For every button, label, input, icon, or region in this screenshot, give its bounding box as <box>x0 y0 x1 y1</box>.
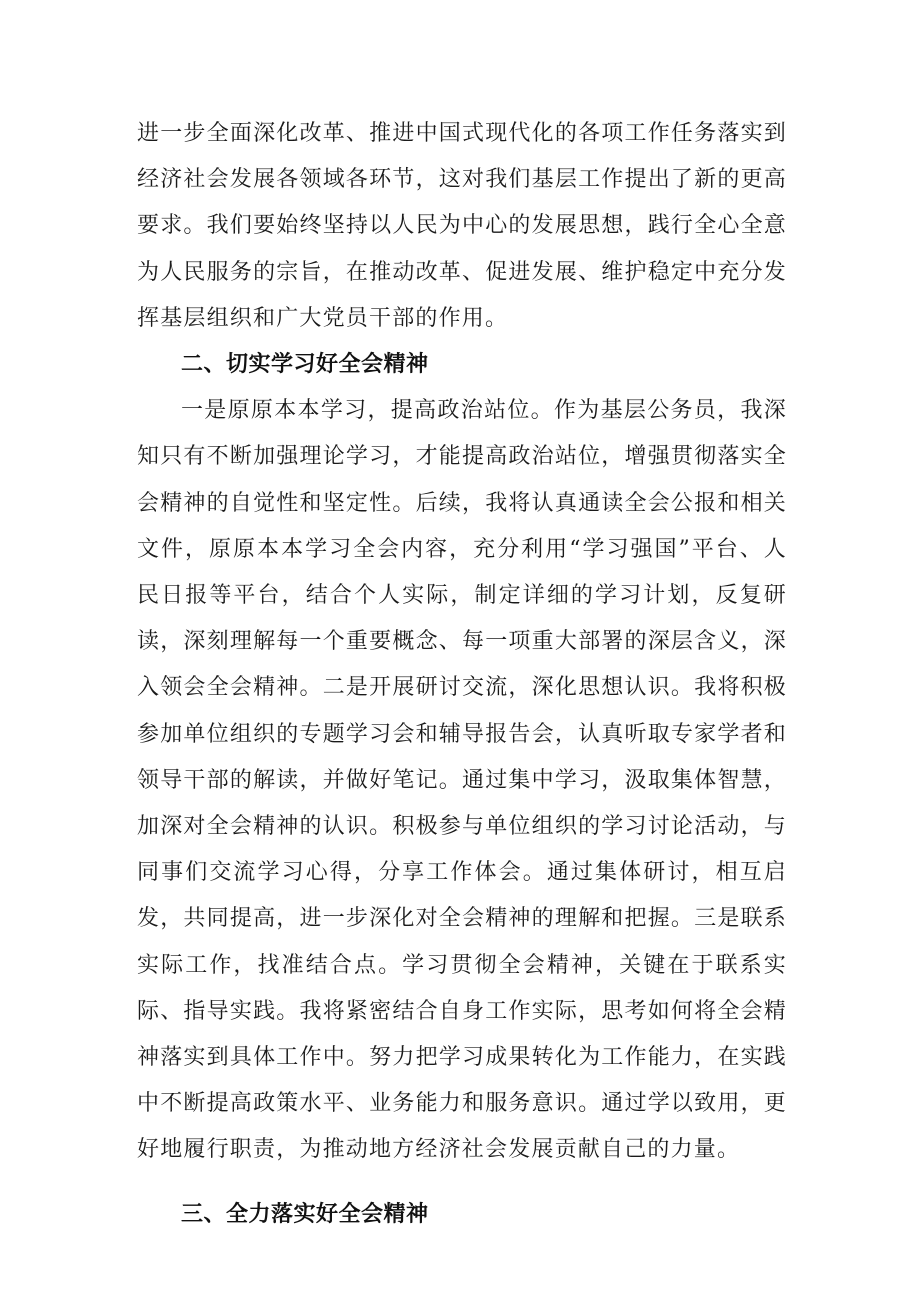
paragraph-continuation: 进一步全面深化改革、推进中国式现代化的各项工作任务落实到经济社会发展各领域各环节，这对我们基层工作提出了新的更高要求。我们要始终坚持以人民为中心的发展思想，践行全心全意为人民服务的宗旨，在推动改革、促进发展、维护稳定中充分发挥基层组织和广大党员干部的作用。 <box>137 121 787 331</box>
section-heading-2: 二、切实学习好全会精神 <box>181 352 429 378</box>
document-body <box>137 111 787 1238</box>
section-2-body: 一是原原本本学习，提高政治站位。作为基层公务员，我深知只有不断加强理论学习，才能提高政治站位，增强贯彻落实全会精神的自觉性和坚定性。后续，我将认真通读全会公报和相关文件，原原本本学习全会内容，充分利用“学习强国”平台、人民日报等平台，结合个人实际，制定详细的学习计划，反复研读，深刻理解每一个重要概念、每一项重大部署的深层含义，深入领会全会精神。二是开展研讨交流，深化思想认识。我将积极参加单位组织的专题学习会和辅导报告会，认真听取专家学者和领导干部的解读，并做好笔记。通过集中学习，汲取集体智慧，加深对全会精神的认识。积极参与单位组织的学习讨论活动，与同事们交流学习心得，分享工作体会。通过集体研讨，相互启发，共同提高，进一步深化对全会精神的理解和把握。三是联系实际工作，找准结合点。学习贯彻全会精神，关键在于联系实际、指导实践。我将紧密结合自身工作实际，思考如何将全会精神落实到具体工作中。努力把学习成果转化为工作能力，在实践中不断提高政策水平、业务能力和服务意识。通过学以致用，更好地履行职责，为推动地方经济社会发展贡献自己的力量。 <box>137 398 787 1163</box>
section-heading-3: 三、全力落实好全会精神 <box>181 1201 429 1227</box>
